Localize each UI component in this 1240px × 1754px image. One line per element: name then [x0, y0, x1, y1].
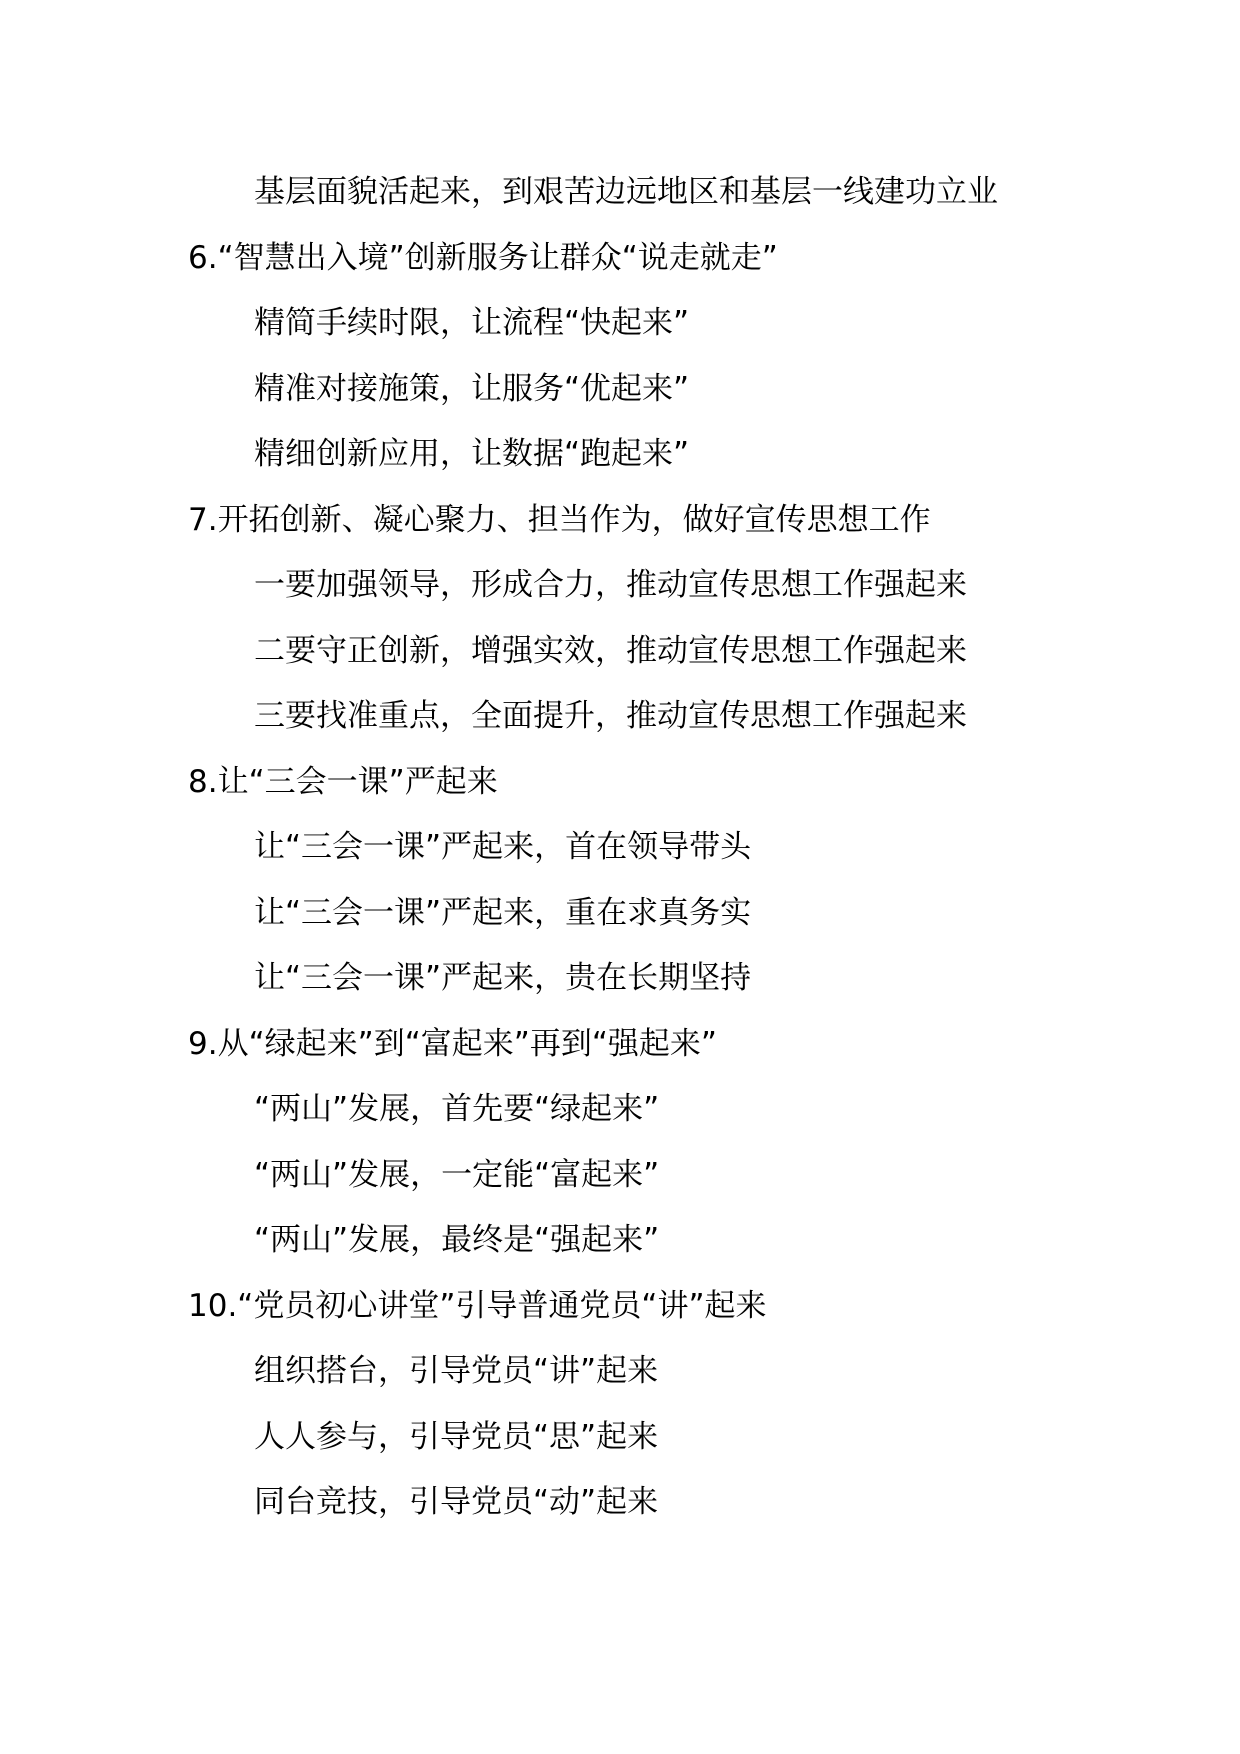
- section-6-item-3: 精细创新应用，让数据“跑起来”: [254, 436, 690, 472]
- intro-paragraph: 基层面貌活起来，到艰苦边远地区和基层一线建功立业: [254, 174, 998, 210]
- section-9-item-2: “两山”发展，一定能“富起来”: [254, 1156, 660, 1193]
- section-7-item-3: 三要找准重点，全面提升，推动宣传思想工作强起来: [254, 698, 967, 734]
- section-9-item-3: “两山”发展，最终是“强起来”: [254, 1222, 660, 1258]
- section-6-item-1: 精简手续时限，让流程“快起来”: [254, 305, 690, 341]
- section-10-item-1: 组织搭台，引导党员“讲”起来: [254, 1353, 659, 1389]
- section-7-item-1: 一要加强领导，形成合力，推动宣传思想工作强起来: [254, 567, 967, 603]
- section-heading-6: 6.“智慧出入境”创新服务让群众“说走就走”: [188, 239, 778, 276]
- section-7-item-2: 二要守正创新，增强实效，推动宣传思想工作强起来: [254, 632, 967, 669]
- section-heading-10: 10.“党员初心讲堂”引导普通党员“讲”起来: [188, 1287, 767, 1324]
- document-body: [188, 160, 1088, 1536]
- section-8-item-1: 让“三会一课”严起来，首在领导带头: [254, 829, 752, 865]
- section-9-item-1: “两山”发展，首先要“绿起来”: [254, 1091, 660, 1127]
- section-heading-8: 8.让“三会一课”严起来: [188, 763, 498, 800]
- section-10-item-3: 同台竞技，引导党员“动”起来: [254, 1484, 659, 1520]
- section-8-item-3: 让“三会一课”严起来，贵在长期坚持: [254, 960, 752, 996]
- section-8-item-2: 让“三会一课”严起来，重在求真务实: [254, 894, 752, 931]
- section-10-item-2: 人人参与，引导党员“思”起来: [254, 1418, 659, 1455]
- section-heading-9: 9.从“绿起来”到“富起来”再到“强起来”: [188, 1025, 717, 1062]
- section-heading-7: 7.开拓创新、凝心聚力、担当作为，做好宣传思想工作: [188, 501, 931, 538]
- section-6-item-2: 精准对接施策，让服务“优起来”: [254, 370, 690, 407]
